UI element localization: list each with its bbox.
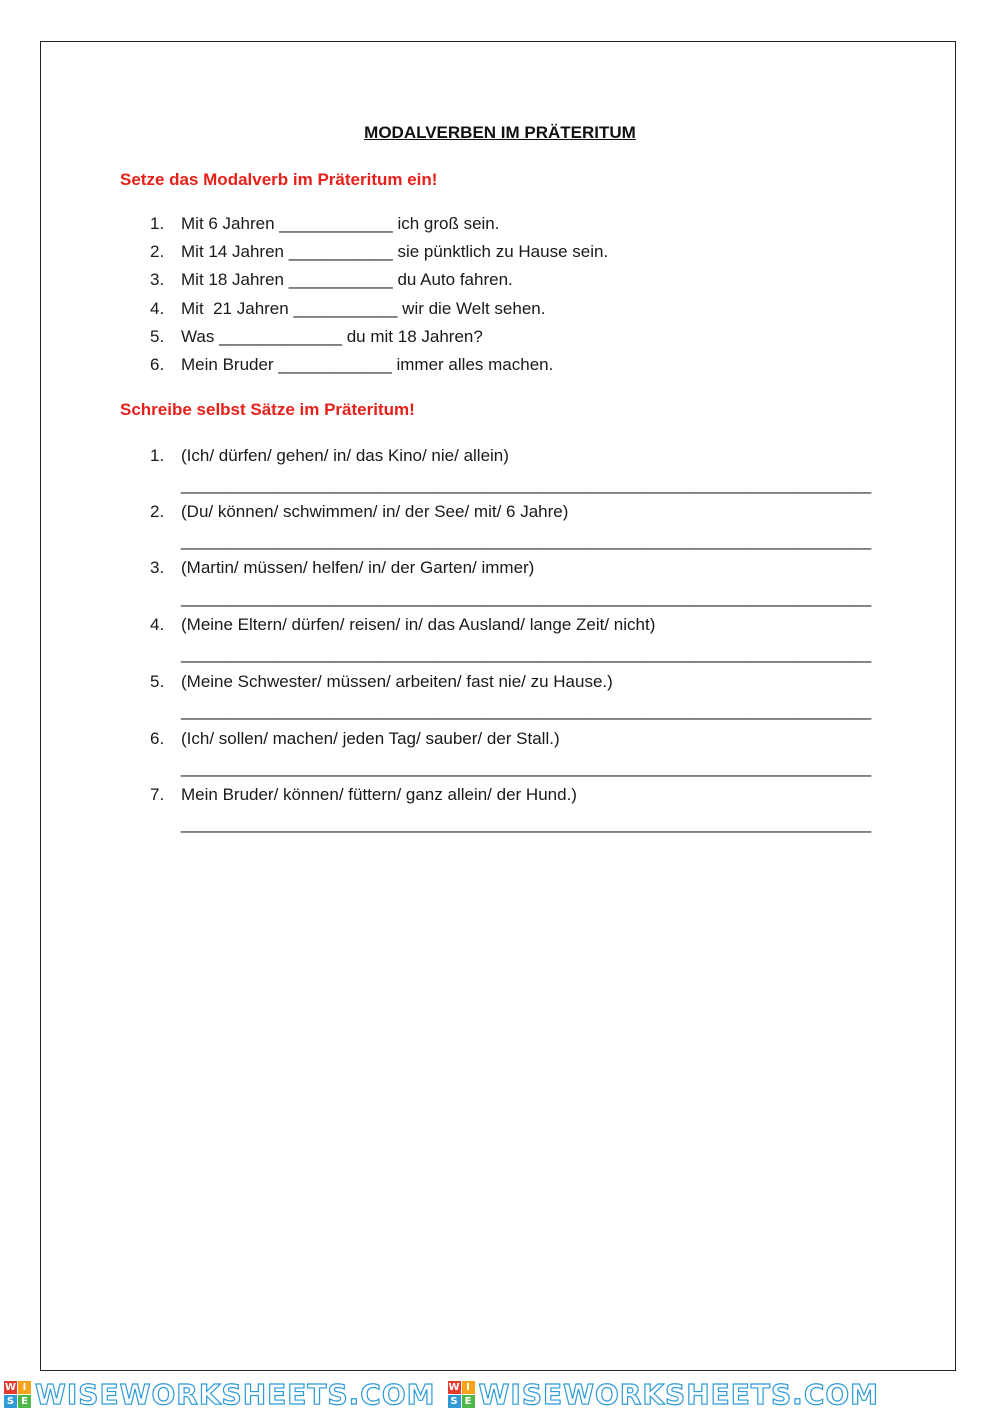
prompt-text: (Ich/ dürfen/ gehen/ in/ das Kino/ nie/ allein)	[181, 446, 509, 465]
answer-line[interactable]: _________________________________________________________________________	[181, 701, 872, 720]
brand-logo-icon	[448, 1381, 475, 1408]
brand-logo-icon	[4, 1381, 31, 1408]
item-text: Mit 21 Jahren ___________ wir die Welt sehen.	[181, 299, 546, 318]
logo-letter: I	[18, 1381, 31, 1394]
logo-letter: S	[4, 1395, 17, 1408]
fill-in-item	[150, 270, 513, 290]
prompt-text: (Meine Eltern/ dürfen/ reisen/ in/ das Ausland/ lange Zeit/ nicht)	[181, 615, 656, 634]
answer-line[interactable]: _________________________________________________________________________	[181, 588, 872, 607]
answer-line[interactable]: _________________________________________________________________________	[181, 531, 872, 550]
brand-text: WISEWORKSHEETS.COM	[478, 1378, 880, 1411]
sentence-prompt	[150, 558, 534, 578]
item-text: Mit 18 Jahren ___________ du Auto fahren.	[181, 270, 513, 289]
fill-in-item	[150, 242, 608, 262]
section1-heading: Setze das Modalverb im Präteritum ein!	[120, 170, 438, 189]
item-number: 4.	[150, 299, 165, 318]
item-text: Mit 6 Jahren ____________ ich groß sein.	[181, 214, 500, 233]
sentence-prompt	[150, 615, 655, 635]
item-number: 3.	[150, 558, 165, 577]
brand-watermark	[444, 1378, 880, 1411]
prompt-text: (Martin/ müssen/ helfen/ in/ der Garten/ immer)	[181, 558, 535, 577]
logo-letter: W	[4, 1382, 17, 1393]
item-number: 4.	[150, 615, 165, 634]
item-number: 2.	[150, 242, 165, 261]
logo-letter: E	[18, 1395, 31, 1408]
footer-watermark	[0, 1376, 1000, 1413]
answer-line[interactable]: _________________________________________________________________________	[181, 814, 872, 833]
worksheet-title: MODALVERBEN IM PRÄTERITUM	[364, 123, 636, 142]
sentence-prompt	[150, 729, 560, 749]
item-number: 1.	[150, 446, 165, 465]
item-number: 7.	[150, 785, 165, 804]
logo-letter: W	[448, 1382, 460, 1393]
sentence-prompt	[150, 502, 568, 522]
item-text: Mit 14 Jahren ___________ sie pünktlich zu Hause sein.	[181, 242, 609, 261]
logo-letter: I	[462, 1381, 475, 1394]
sentence-prompt	[150, 672, 613, 692]
brand-text: WISEWORKSHEETS.COM	[35, 1378, 436, 1411]
item-text: Was _____________ du mit 18 Jahren?	[181, 327, 483, 346]
prompt-text: (Meine Schwester/ müssen/ arbeiten/ fast nie/ zu Hause.)	[181, 672, 613, 691]
item-number: 2.	[150, 502, 165, 521]
item-number: 6.	[150, 729, 165, 748]
prompt-text: (Ich/ sollen/ machen/ jeden Tag/ sauber/ der Stall.)	[181, 729, 560, 748]
item-number: 1.	[150, 214, 165, 233]
sentence-prompt	[150, 785, 577, 805]
item-number: 5.	[150, 672, 165, 691]
logo-letter: E	[462, 1395, 475, 1408]
fill-in-item	[150, 214, 499, 234]
item-number: 6.	[150, 355, 165, 374]
answer-line[interactable]: _________________________________________________________________________	[181, 644, 872, 663]
fill-in-item	[150, 299, 545, 319]
item-number: 3.	[150, 270, 165, 289]
answer-line[interactable]: _________________________________________________________________________	[181, 475, 872, 494]
section2-heading: Schreibe selbst Sätze im Präteritum!	[120, 400, 415, 419]
logo-letter: S	[448, 1395, 461, 1408]
fill-in-item	[150, 327, 483, 347]
item-number: 5.	[150, 327, 165, 346]
sentence-prompt	[150, 446, 509, 466]
prompt-text: (Du/ können/ schwimmen/ in/ der See/ mit/ 6 Jahre)	[181, 502, 569, 521]
answer-line[interactable]: _________________________________________________________________________	[181, 758, 872, 777]
item-text: Mein Bruder ____________ immer alles machen.	[181, 355, 554, 374]
prompt-text: Mein Bruder/ können/ füttern/ ganz allein/ der Hund.)	[181, 785, 577, 804]
brand-watermark	[0, 1378, 436, 1411]
fill-in-item	[150, 355, 553, 375]
